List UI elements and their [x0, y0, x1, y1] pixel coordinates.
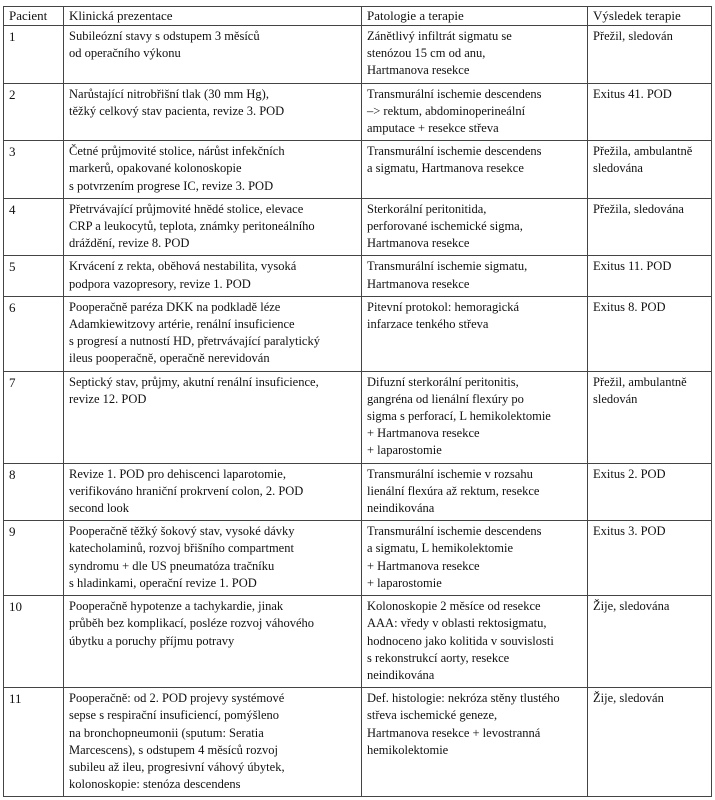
cell-pathology-line: + laparostomie [367, 443, 442, 458]
cell-presentation-line: podpora vazopresory, revize 1. POD [69, 276, 251, 291]
cell-pathology-line: Difuzní sterkorální peritonitis, [367, 374, 519, 389]
cell-pathology [362, 26, 588, 84]
cell-presentation [64, 521, 362, 596]
cell-pathology [362, 371, 588, 463]
cell-result [588, 521, 712, 596]
cell-presentation-line: Adamkiewitzovy artérie, renální insuficience [69, 317, 295, 332]
cell-presentation-line: od operačního výkonu [69, 46, 181, 61]
cell-presentation-line: Pooperačně těžký šokový stav, vysoké dávky [69, 524, 295, 539]
cell-result [588, 463, 712, 521]
cell-presentation-line: Pooperačně hypotenze a tachykardie, jinak [69, 599, 284, 614]
cell-pathology-line: Transmurální ischemie descendens [367, 144, 542, 159]
cell-pathology-line: amputace + resekce střeva [367, 121, 499, 136]
cell-presentation-line: revize 12. POD [69, 391, 147, 406]
table-row [4, 296, 712, 371]
cell-result-line: sledována [593, 161, 643, 176]
table-row [4, 256, 712, 296]
cell-patient: 11 [4, 688, 64, 797]
cell-patient: 1 [4, 26, 64, 84]
cell-presentation [64, 256, 362, 296]
cell-pathology-line: lienální flexúra až rektum, resekce [367, 483, 540, 498]
cell-patient: 8 [4, 463, 64, 521]
cell-presentation [64, 141, 362, 199]
cell-presentation-line: průběh bez komplikací, posléze rozvoj váhového [69, 616, 315, 631]
cell-pathology-line: AAA: vředy v oblasti rektosigmatu, [367, 616, 547, 631]
cell-presentation-line: sepse s respirační insuficiencí, pomýšleno [69, 708, 280, 723]
header-row [4, 7, 712, 26]
cell-presentation-line: Pooperačně: od 2. POD projevy systémové [69, 691, 285, 706]
cell-presentation-line: Septický stav, průjmy, akutní renální insuficience, [69, 374, 319, 389]
cell-pathology-line: Transmurální ischemie v rozsahu [367, 466, 533, 481]
header-pathology: Patologie a terapie [362, 7, 588, 26]
cell-pathology-line: Zánětlivý infiltrát sigmatu se [367, 29, 512, 43]
cell-presentation-line: kolonoskopie: stenóza descendens [69, 777, 241, 792]
cell-presentation [64, 296, 362, 371]
cell-pathology-line: sigma s perforací, L hemikolektomie [367, 409, 551, 424]
cell-pathology-line: neindikována [367, 667, 435, 682]
cell-presentation-line: verifikováno hraniční prokrvení colon, 2. POD [69, 483, 304, 498]
cell-presentation-line: Narůstající nitrobřišní tlak (30 mm Hg), [69, 86, 269, 101]
cell-result-line: Žije, sledován [593, 691, 664, 706]
table-row [4, 141, 712, 199]
cell-result-line: Přežila, sledována [593, 201, 684, 216]
cell-presentation-line: Marcescens), s odstupem 4 měsíců rozvoj [69, 742, 278, 757]
cell-pathology-line: hodnoceno jako kolitida v souvislosti [367, 633, 554, 648]
cell-patient: 6 [4, 296, 64, 371]
results-table [3, 6, 712, 797]
cell-pathology-line: Hartmanova resekce [367, 236, 470, 251]
cell-pathology-line: Transmurální ischemie sigmatu, [367, 259, 528, 274]
cell-presentation-line: s progresí a nutností HD, přetrvávající paralytický [69, 334, 320, 349]
header-presentation: Klinická prezentace [64, 7, 362, 26]
cell-result-line: Přežil, ambulantně [593, 374, 687, 389]
cell-presentation [64, 463, 362, 521]
cell-result-line: Exitus 2. POD [593, 466, 666, 481]
cell-result-line: Exitus 41. POD [593, 86, 672, 101]
table-row [4, 371, 712, 463]
cell-patient: 3 [4, 141, 64, 199]
cell-pathology [362, 296, 588, 371]
cell-pathology-line: neindikována [367, 501, 435, 516]
cell-presentation [64, 26, 362, 84]
cell-pathology-line: Def. histologie: nekróza stěny tlustého [367, 691, 560, 706]
table-row [4, 596, 712, 688]
cell-pathology-line: –> rektum, abdominoperineální [367, 103, 526, 118]
cell-result [588, 596, 712, 688]
cell-presentation-line: katecholaminů, rozvoj břišního compartment [69, 541, 294, 556]
cell-presentation-line: Krvácení z rekta, oběhová nestabilita, vysoká [69, 259, 297, 274]
cell-pathology-line: Transmurální ischemie descendens [367, 524, 542, 539]
cell-result [588, 688, 712, 797]
cell-presentation-line: na bronchopneumonii (sputum: Seratia [69, 725, 264, 740]
cell-presentation-line: Přetrvávající průjmovité hnědé stolice, elevace [69, 201, 304, 216]
cell-pathology-line: s rekonstrukcí aorty, resekce [367, 650, 510, 665]
cell-presentation [64, 83, 362, 141]
cell-patient: 2 [4, 83, 64, 141]
cell-pathology [362, 198, 588, 256]
cell-pathology [362, 521, 588, 596]
cell-presentation-line: s potvrzením progrese IC, revize 3. POD [69, 178, 274, 193]
cell-presentation-line: markerů, opakované kolonoskopie [69, 161, 242, 176]
cell-pathology-line: Pitevní protokol: hemoragická [367, 299, 520, 314]
cell-pathology-line: + laparostomie [367, 575, 442, 590]
cell-result [588, 296, 712, 371]
cell-result-line: sledován [593, 391, 638, 406]
table-row [4, 198, 712, 256]
cell-result-line: Exitus 3. POD [593, 524, 666, 539]
cell-presentation-line: Subileózní stavy s odstupem 3 měsíců [69, 29, 260, 43]
cell-pathology-line: Kolonoskopie 2 měsíce od resekce [367, 599, 541, 614]
table-row [4, 688, 712, 797]
header-patient: Pacient [4, 7, 64, 26]
header-result: Výsledek terapie [588, 7, 712, 26]
cell-pathology-line: střeva ischemické geneze, [367, 708, 498, 723]
cell-pathology-line: gangréna od lienální flexúry po [367, 391, 524, 406]
cell-pathology-line: Hartmanova resekce [367, 63, 470, 78]
cell-presentation [64, 596, 362, 688]
cell-presentation-line: subileu až ileu, progresivní váhový úbytek, [69, 759, 285, 774]
cell-pathology-line: Transmurální ischemie descendens [367, 86, 542, 101]
cell-presentation-line: těžký celkový stav pacienta, revize 3. POD [69, 103, 285, 118]
cell-pathology-line: stenózou 15 cm od anu, [367, 46, 486, 61]
cell-presentation-line: ileus pooperačně, operačně nerevidován [69, 351, 270, 366]
cell-presentation [64, 688, 362, 797]
cell-pathology [362, 256, 588, 296]
cell-pathology-line: infarzace tenkého střeva [367, 317, 489, 332]
cell-result [588, 198, 712, 256]
cell-pathology-line: perforované ischemické sigma, [367, 219, 523, 234]
cell-patient: 4 [4, 198, 64, 256]
cell-presentation-line: úbytku a poruchy příjmu potravy [69, 633, 235, 648]
cell-result [588, 371, 712, 463]
cell-presentation-line: s hladinkami, operační revize 1. POD [69, 575, 257, 590]
cell-result-line: Exitus 11. POD [593, 259, 672, 274]
cell-pathology-line: a sigmatu, L hemikolektomie [367, 541, 514, 556]
cell-result [588, 256, 712, 296]
cell-patient: 5 [4, 256, 64, 296]
cell-pathology-line: a sigmatu, Hartmanova resekce [367, 161, 524, 176]
cell-pathology [362, 83, 588, 141]
cell-pathology-line: Sterkorální peritonitida, [367, 201, 487, 216]
table-row [4, 521, 712, 596]
cell-pathology-line: Hartmanova resekce + levostranná [367, 725, 541, 740]
cell-presentation [64, 198, 362, 256]
cell-presentation-line: second look [69, 501, 130, 516]
cell-presentation [64, 371, 362, 463]
cell-pathology [362, 141, 588, 199]
cell-patient: 10 [4, 596, 64, 688]
cell-patient: 7 [4, 371, 64, 463]
cell-presentation-line: Revize 1. POD pro dehiscenci laparotomie, [69, 466, 286, 481]
cell-presentation-line: Četné průjmovité stolice, nárůst infekčních [69, 144, 285, 159]
cell-pathology [362, 596, 588, 688]
cell-result [588, 26, 712, 84]
cell-presentation-line: Pooperačně paréza DKK na podkladě léze [69, 299, 281, 314]
cell-pathology [362, 463, 588, 521]
table-row [4, 463, 712, 521]
table-row [4, 26, 712, 84]
table-body [4, 26, 712, 797]
document-page [3, 6, 711, 797]
cell-result-line: Přežil, sledován [593, 29, 673, 43]
cell-presentation-line: CRP a leukocytů, teplota, známky peritoneálního [69, 219, 315, 234]
cell-presentation-line: dráždění, revize 8. POD [69, 236, 190, 251]
table-row [4, 83, 712, 141]
cell-result-line: Exitus 8. POD [593, 299, 666, 314]
cell-pathology-line: Hartmanova resekce [367, 276, 470, 291]
cell-result-line: Žije, sledována [593, 599, 670, 614]
cell-pathology-line: hemikolektomie [367, 742, 449, 757]
cell-result-line: Přežila, ambulantně [593, 144, 693, 159]
cell-patient: 9 [4, 521, 64, 596]
cell-pathology-line: + Hartmanova resekce [367, 558, 480, 573]
cell-result [588, 141, 712, 199]
cell-pathology-line: + Hartmanova resekce [367, 426, 480, 441]
cell-presentation-line: syndromu + dle US pneumatóza tračníku [69, 558, 275, 573]
cell-result [588, 83, 712, 141]
cell-pathology [362, 688, 588, 797]
